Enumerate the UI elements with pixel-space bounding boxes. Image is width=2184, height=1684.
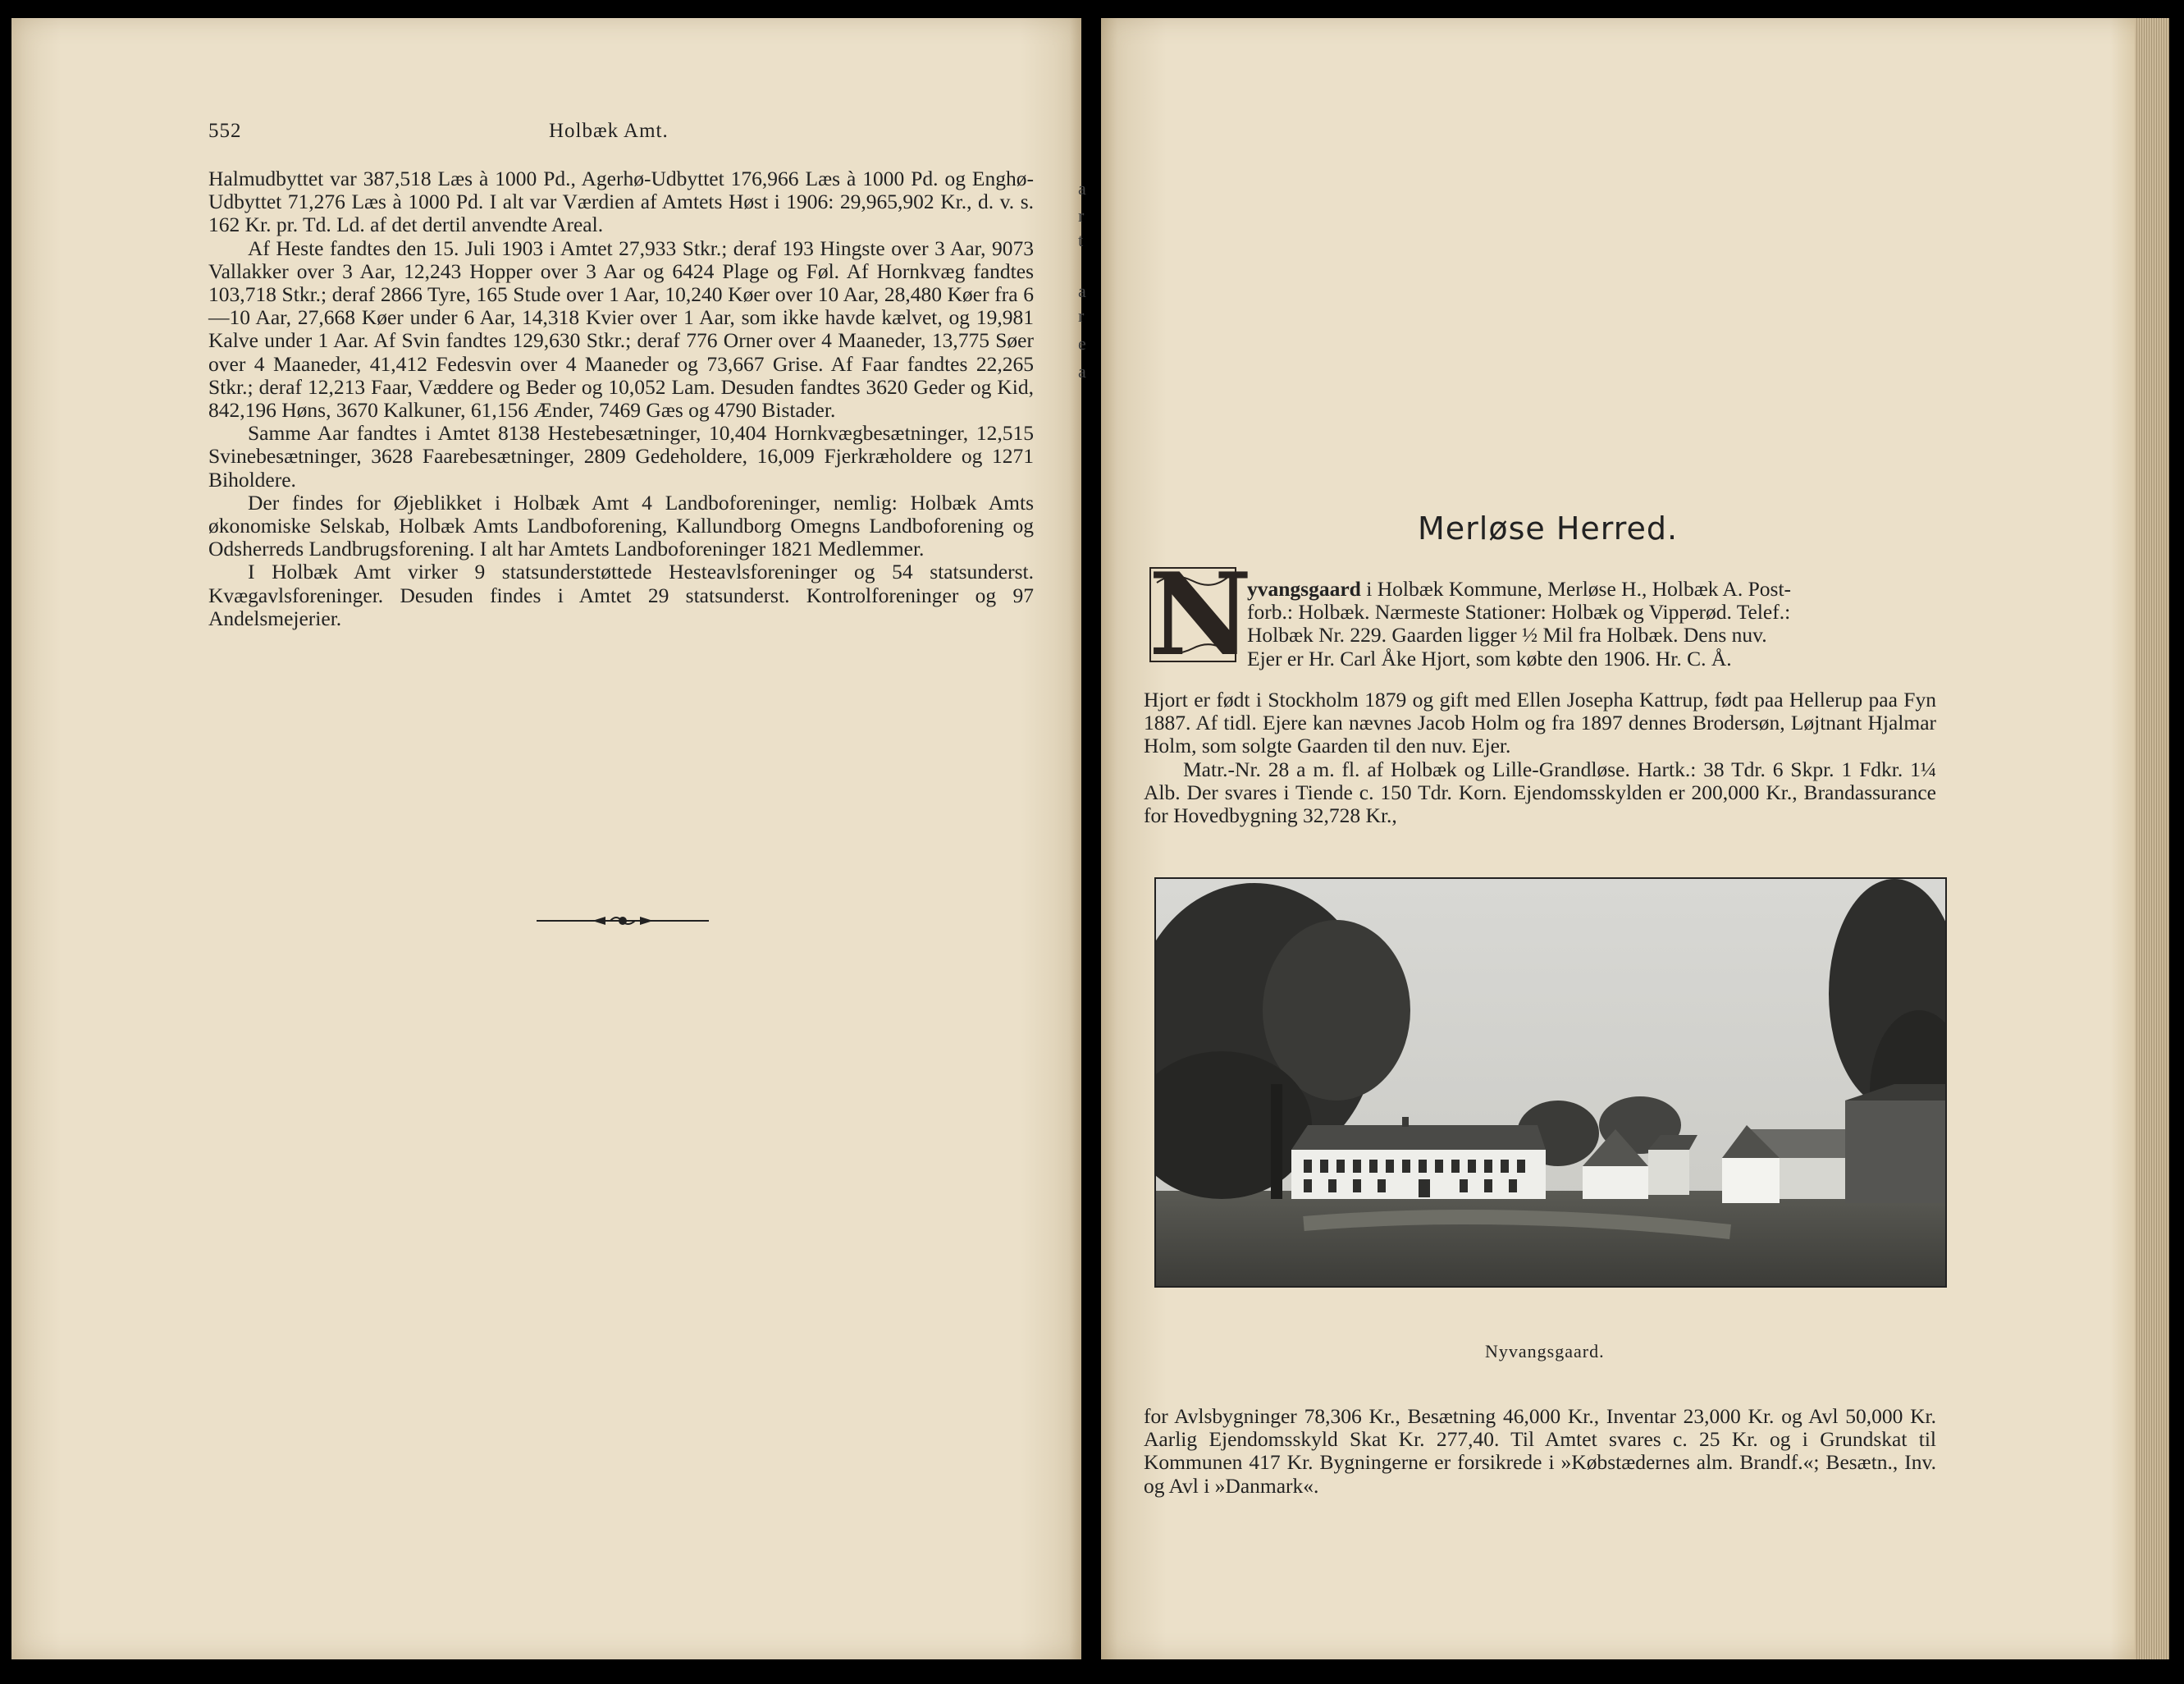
drop-initial-letter: N: [1149, 547, 1253, 681]
photo-caption: Nyvangsgaard.: [1485, 1341, 1605, 1361]
intro-line: [1247, 578, 1938, 601]
entry-name: yvangsgaard: [1247, 577, 1361, 601]
farm-photo-image: [1156, 879, 1945, 1286]
margin-glyph: t: [1078, 230, 1084, 250]
paragraph: Af Heste fandtes den 15. Juli 1903 i Amtet 27,933 Stkr.; deraf 193 Hingste over 3 Aar, 9073 Vallakker over 3 Aar, 12,243 Hopper over 3 Aar og 6424 Plage og Føl. Af Hornkvæg fandtes 103,718 Stkr.; deraf 2866 Tyre, 165 Stude over 1 Aar, 10,240 Køer over 10 Aar, 28,480 Køer fra 6—10 Aar, 27,668 Køer under 6 Aar, 14,318 Kvier over 1 Aar, som ikke havde kælvet, og 19,981 Kalve under 1 Aar. Af Svin fandtes 129,630 Stkr.; deraf 776 Orner over 4 Maaneder, 13,775 Søer over 4 Maaneder, 41,412 Fedesvin over 4 Maaneder og 73,667 Grise. Af Faar fandtes 22,265 Stkr.; deraf 12,213 Faar, Væddere og Beder og 10,052 Lam. Desuden fandtes 3620 Geder og Kid, 842,196 Høns, 3670 Kalkuner, 61,156 Ænder, 7469 Gæs og 4790 Bistader.: [208, 236, 1034, 423]
intro-text: i Holbæk Kommune, Merløse H., Holbæk A. Post-: [1360, 577, 1792, 601]
divider-ornament: [537, 913, 709, 929]
page-number: 552: [208, 120, 242, 142]
paragraph: Samme Aar fandtes i Amtet 8138 Hestebesætninger, 10,404 Hornkvægbesætninger, 12,515 Svinebesætninger, 3628 Faarebesætninger, 2809 Gedeholdere, 16,009 Fjerkræholdere og 1271 Biholdere.: [208, 421, 1034, 492]
margin-glyph: e: [1078, 333, 1086, 354]
intro-line: Ejer er Hr. Carl Åke Hjort, som købte den 1906. Hr. C. Å.: [1247, 646, 1732, 670]
margin-glyph: a: [1078, 178, 1086, 199]
paragraph: I Holbæk Amt virker 9 statsunderstøttede Hesteavlsforeninger og 54 statsunderst. Kvægavlsforeninger. Desuden findes i Amtet 29 statsunderst. Kontrolforeninger og 97 Andelsmejerier.: [208, 560, 1034, 630]
right-intro: [1247, 578, 1938, 670]
left-body-text: [208, 167, 1034, 630]
left-page: [11, 18, 1086, 1659]
intro-line: forb.: Holbæk. Nærmeste Stationer: Holbæk og Vipperød. Telef.:: [1247, 600, 1791, 625]
farm-photo: [1154, 877, 1947, 1288]
intro-line: Holbæk Nr. 229. Gaarden ligger ½ Mil fra Holbæk. Dens nuv.: [1247, 623, 1767, 648]
section-title: Merløse Herred.: [1418, 510, 1679, 547]
margin-glyph: a: [1078, 361, 1086, 382]
drop-initial: [1149, 547, 1253, 681]
paragraph: Halmudbyttet var 387,518 Læs à 1000 Pd., Agerhø-Udbyttet 176,966 Læs à 1000 Pd. og Enghø-Udbyttet 71,276 Læs à 1000 Pd. I alt var Værdien af Amtets Høst i 1906: 29,965,902 Kr., d. v. s. 162 Kr. pr. Td. Ld. af det dertil anvendte Areal.: [208, 167, 1034, 237]
margin-glyph: a: [1078, 281, 1086, 301]
paragraph: Der findes for Øjeblikket i Holbæk Amt 4 Landboforeninger, nemlig: Holbæk Amts økonomiske Selskab, Holbæk Amts Landboforening, Kallundborg Omegns Landboforening og Odsherreds Landbrugsforening. I alt har Amtets Landboforeninger 1821 Medlemmer.: [208, 490, 1034, 561]
right-body-1: [1144, 689, 1936, 827]
running-head: Holbæk Amt.: [549, 120, 669, 142]
paragraph: Matr.-Nr. 28 a m. fl. af Holbæk og Lille-Grandløse. Hartk.: 38 Tdr. 6 Skpr. 1 Fdkr. 1¼ Alb. Der svares i Tiende c. 150 Tdr. Korn. Ejendomsskylden er 200,000 Kr., Brandassurance for Hovedbygning 32,728 Kr.,: [1144, 757, 1936, 828]
right-page: [1101, 18, 2169, 1659]
right-body-2: [1144, 1405, 1936, 1498]
page-edge: [2135, 18, 2169, 1659]
paragraph: Hjort er født i Stockholm 1879 og gift med Ellen Josepha Kattrup, født paa Hellerup paa Fyn 1887. Af tidl. Ejere kan nævnes Jacob Holm og fra 1897 dennes Brodersøn, Løjtnant Hjalmar Holm, som solgte Gaarden til den nuv. Ejer.: [1144, 688, 1936, 758]
margin-glyph: r: [1078, 305, 1085, 326]
margin-glyph: r: [1078, 205, 1085, 226]
paragraph: for Avlsbygninger 78,306 Kr., Besætning 46,000 Kr., Inventar 23,000 Kr. og Avl 50,000 Kr. Aarlig Ejendomsskyld Skat Kr. 277,40. Til Amtet svares c. 25 Kr. og i Grundskat til Kommunen 417 Kr. Bygningerne er forsikrede i »Købstædernes alm. Brandf.«; Besætn., Inv. og Avl i »Danmark«.: [1144, 1404, 1936, 1498]
